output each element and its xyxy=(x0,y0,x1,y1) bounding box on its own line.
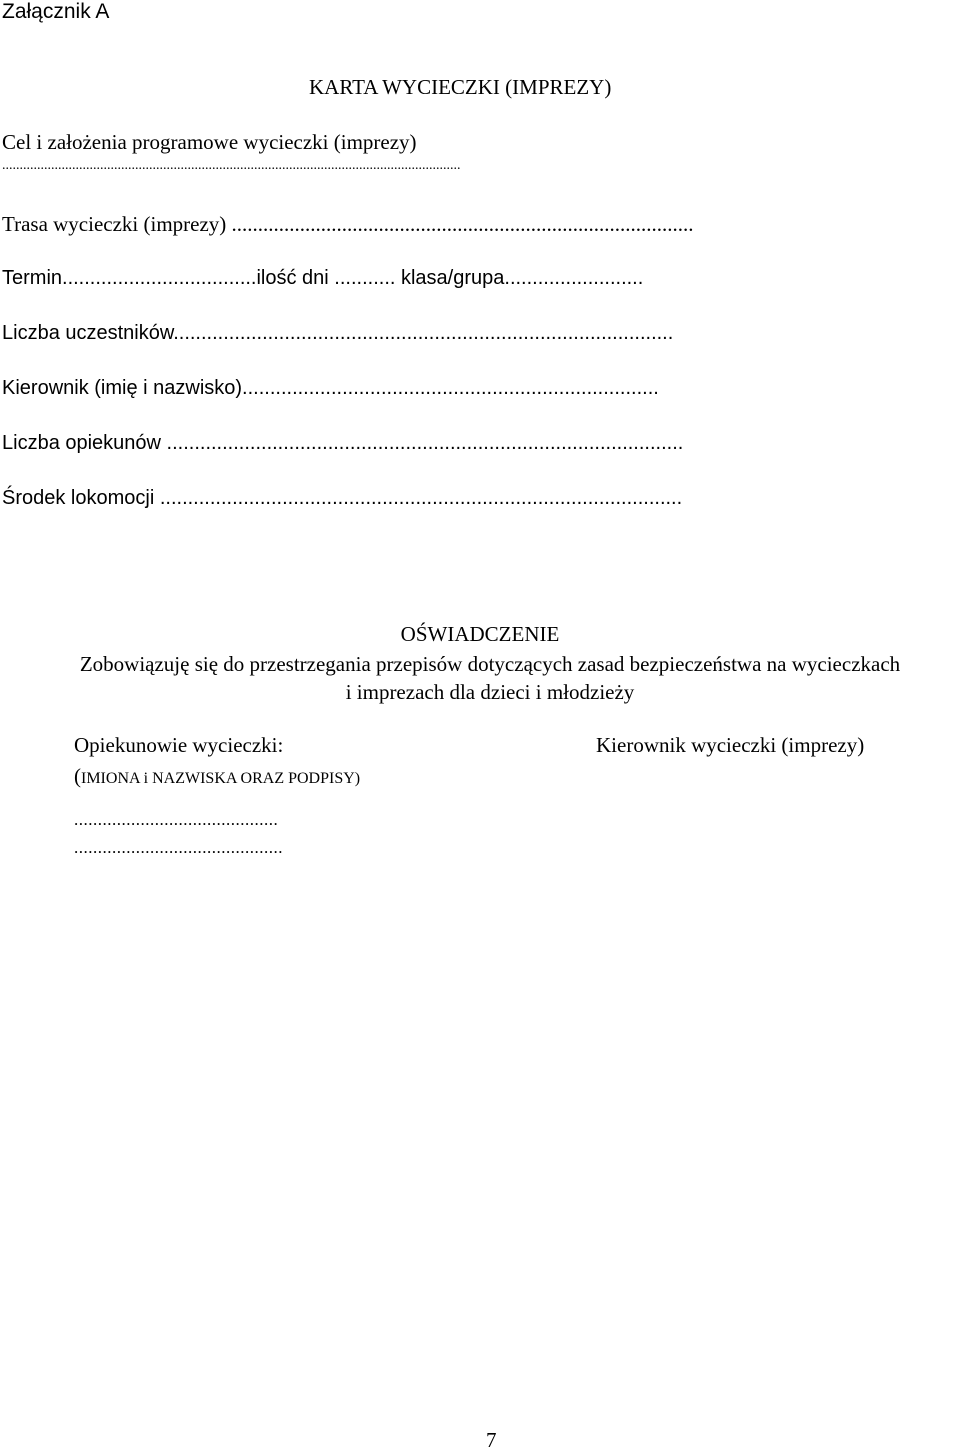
field-liczba-uczestnikow: Liczba uczestników.......................................................................................... xyxy=(2,322,674,344)
field-cel-fill-line: ................................................................................................................................... xyxy=(2,158,461,173)
annex-label: Załącznik A xyxy=(2,0,110,23)
declaration-line-2: i imprezach dla dzieci i młodzieży xyxy=(345,680,635,704)
declaration-title: OŚWIADCZENIE xyxy=(400,622,560,646)
signature-line-2: ............................................ xyxy=(74,838,283,857)
guardians-note-text: IMIONA i NAZWISKA ORAZ PODPISY) xyxy=(81,770,361,787)
field-kierownik: Kierownik (imię i nazwisko)........................................................................... xyxy=(2,377,659,399)
field-cel-label: Cel i założenia programowe wycieczki (imprezy) xyxy=(2,130,417,154)
declaration-line-1: Zobowiązuję się do przestrzegania przepisów dotyczących zasad bezpieczeństwa na wycieczkach xyxy=(79,652,901,676)
document-title: KARTA WYCIECZKI (IMPREZY) xyxy=(309,75,612,99)
guardians-label: Opiekunowie wycieczki: xyxy=(74,733,284,757)
field-liczba-opiekunow: Liczba opiekunów ............................................................................................. xyxy=(2,432,684,454)
guardians-note xyxy=(74,764,360,789)
leader-label: Kierownik wycieczki (imprezy) xyxy=(596,733,865,757)
field-trasa: Trasa wycieczki (imprezy) ........................................................................................ xyxy=(2,212,694,236)
signature-line-1: ........................................... xyxy=(74,810,279,829)
guardians-note-paren: ( xyxy=(74,764,81,788)
declaration-text xyxy=(20,650,960,706)
field-srodek-lokomocji: Środek lokomocji .............................................................................................. xyxy=(2,487,683,509)
field-termin: Termin...................................ilość dni ........... klasa/grupa......................... xyxy=(2,267,644,289)
page-number: 7 xyxy=(486,1428,497,1452)
